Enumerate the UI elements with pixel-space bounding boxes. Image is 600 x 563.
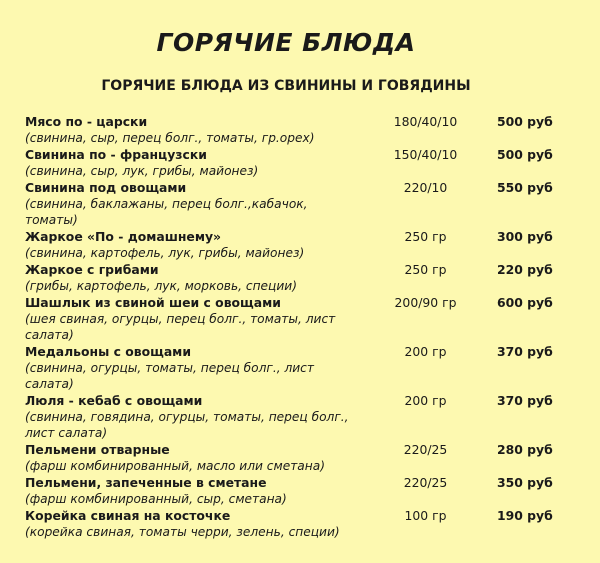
dish-price: 550 руб	[497, 180, 553, 195]
dish-weight: 200 гр	[404, 393, 447, 408]
dish-weight: 200/90 гр	[394, 295, 457, 310]
dish-name: Медальоны с овощами	[25, 344, 191, 359]
menu-item	[25, 507, 585, 540]
dish-description: (свинина, картофель, лук, грибы, майонез)	[25, 246, 305, 260]
dish-description: (свинина, баклажаны, перец болг.,кабачок, томаты)	[25, 197, 308, 227]
menu-item	[25, 228, 585, 261]
dish-price: 300 руб	[497, 229, 553, 244]
dish-price: 280 руб	[497, 442, 553, 457]
dish-price: 220 руб	[497, 262, 553, 277]
dish-weight: 180/40/10	[393, 114, 458, 129]
dish-price: 350 руб	[497, 475, 553, 490]
dish-weight: 220/25	[403, 475, 448, 490]
menu-item	[25, 261, 585, 294]
menu-item	[25, 474, 585, 507]
menu-item	[25, 113, 585, 146]
dish-name: Шашлык из свиной шеи с овощами	[25, 295, 281, 310]
dish-weight: 220/25	[403, 442, 448, 457]
dish-price: 370 руб	[497, 393, 553, 408]
dish-description: (шея свиная, огурцы, перец болг., томаты, лист салата)	[25, 312, 336, 342]
dish-weight: 250 гр	[404, 229, 447, 244]
page-title: ГОРЯЧИЕ БЛЮДА	[156, 28, 416, 57]
dish-description: (свинина, огурцы, томаты, перец болг., лист салата)	[25, 361, 314, 391]
dish-description: (свинина, говядина, огурцы, томаты, перец болг., лист салата)	[25, 410, 349, 440]
dish-weight: 200 гр	[404, 344, 447, 359]
dish-description: (свинина, сыр, лук, грибы, майонез)	[25, 164, 259, 178]
menu-item	[25, 179, 585, 228]
dish-name: Жаркое «По - домашнему»	[25, 229, 222, 244]
dish-name: Пельмени, запеченные в сметане	[25, 475, 267, 490]
dish-name: Пельмени отварные	[25, 442, 170, 457]
dish-price: 500 руб	[497, 147, 553, 162]
dish-name: Свинина под овощами	[25, 180, 187, 195]
dish-name: Люля - кебаб с овощами	[25, 393, 203, 408]
dish-price: 500 руб	[497, 114, 553, 129]
menu-item	[25, 441, 585, 474]
dish-description: (фарш комбинированный, сыр, сметана)	[25, 492, 287, 506]
menu-item	[25, 392, 585, 441]
menu-item	[25, 146, 585, 179]
dish-name: Мясо по - царски	[25, 114, 148, 129]
menu-item	[25, 294, 585, 343]
dish-name: Жаркое с грибами	[25, 262, 159, 277]
section-subtitle: ГОРЯЧИЕ БЛЮДА ИЗ СВИНИНЫ И ГОВЯДИНЫ	[101, 78, 471, 94]
dish-price: 600 руб	[497, 295, 553, 310]
dish-weight: 150/40/10	[393, 147, 458, 162]
dish-description: (корейка свиная, томаты черри, зелень, специи)	[25, 525, 340, 539]
dish-name: Свинина по - французски	[25, 147, 207, 162]
dish-weight: 250 гр	[404, 262, 447, 277]
dish-weight: 100 гр	[404, 508, 447, 523]
dish-name: Корейка свиная на косточке	[25, 508, 231, 523]
dish-price: 370 руб	[497, 344, 553, 359]
menu-item	[25, 343, 585, 392]
dish-description: (грибы, картофель, лук, морковь, специи)	[25, 279, 297, 293]
menu-list	[25, 113, 585, 540]
dish-description: (фарш комбинированный, масло или сметана)	[25, 459, 325, 473]
dish-weight: 220/10	[403, 180, 448, 195]
dish-description: (свинина, сыр, перец болг., томаты, гр.орех)	[25, 131, 315, 145]
dish-price: 190 руб	[497, 508, 553, 523]
